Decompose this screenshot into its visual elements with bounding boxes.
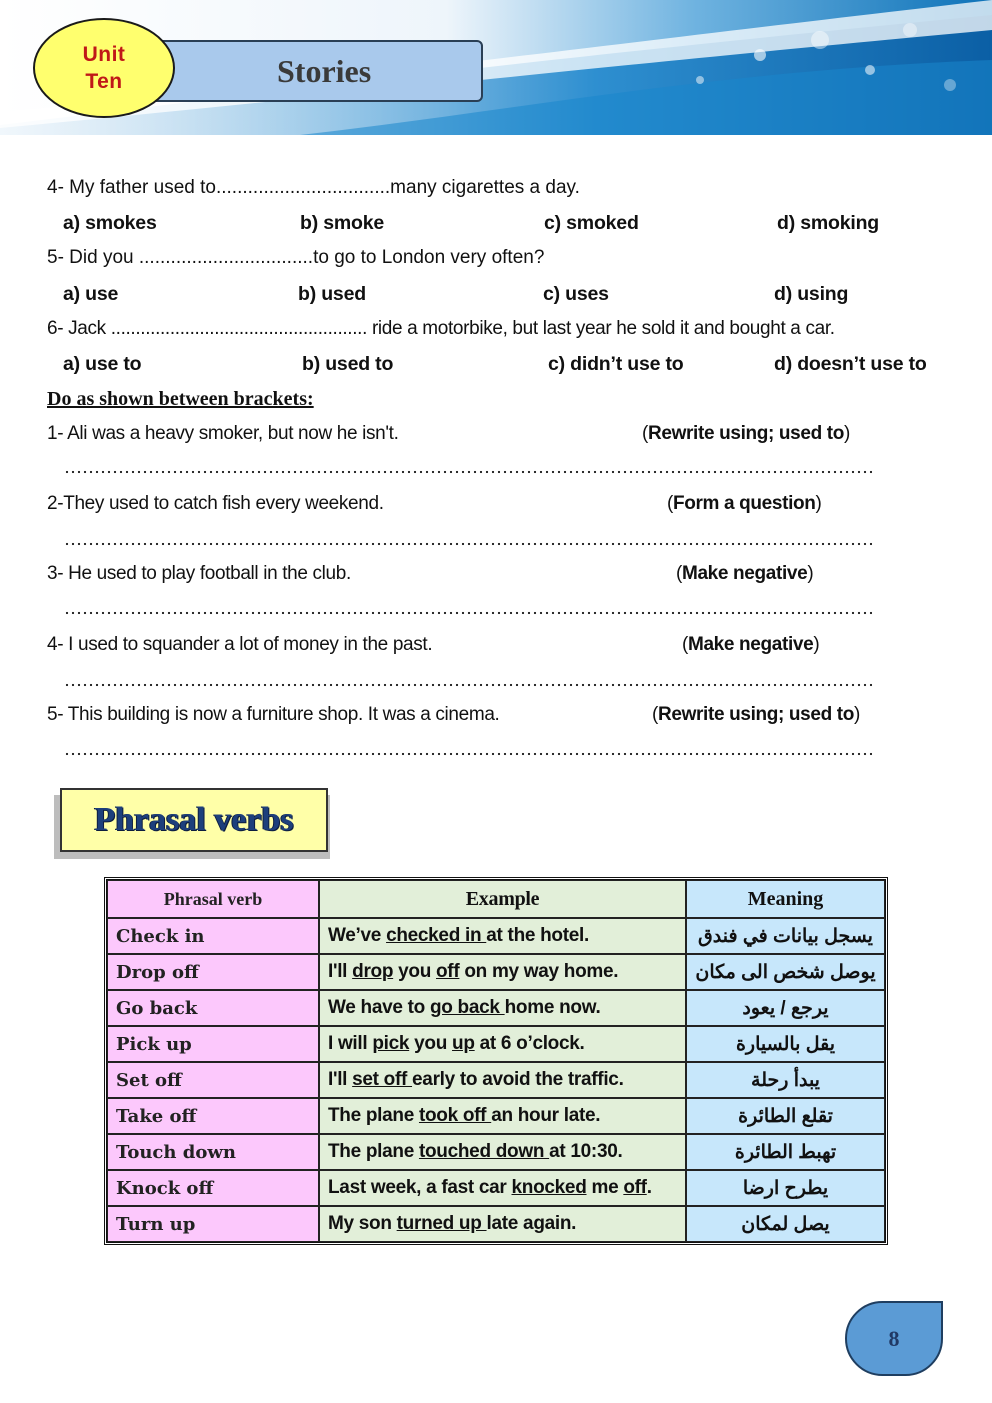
- example-phrasal-part: drop: [352, 961, 394, 982]
- example-phrasal-part: touched down: [418, 1141, 550, 1162]
- example-text: Last week, a fast car: [328, 1177, 512, 1198]
- mcq-option: b) used: [298, 283, 366, 305]
- exercise-sentence: 2-They used to catch fish every weekend.: [47, 493, 384, 514]
- example-text: I'll: [328, 1069, 353, 1090]
- meaning-cell: يرجع / يعود: [686, 990, 885, 1026]
- example-cell: [319, 1026, 686, 1062]
- example-phrasal-part: knocked: [511, 1177, 587, 1198]
- example-text: We have to: [328, 997, 430, 1018]
- phrasal-verbs-title: Phrasal verbs: [94, 801, 294, 838]
- exercise-instruction: (Rewrite using; used to): [642, 423, 851, 444]
- exercise-instruction: (Form a question): [667, 493, 822, 514]
- table-row: [107, 954, 885, 990]
- phrasal-verb-cell: Drop off: [107, 954, 319, 990]
- meaning-cell: يصل لمكان: [686, 1206, 885, 1242]
- meaning-cell: يوصل شخص الى مكان: [686, 954, 885, 990]
- answer-line: [64, 752, 872, 756]
- unit-title-box: [150, 40, 483, 102]
- exercise-sentence: 5- This building is now a furniture shop. It was a cinema.: [47, 704, 500, 725]
- mcq-option: c) didn’t use to: [548, 353, 684, 375]
- mcq-option: c) smoked: [544, 212, 639, 234]
- table-row: [107, 1026, 885, 1062]
- example-text: late again.: [486, 1213, 577, 1234]
- example-text: My son: [328, 1213, 397, 1234]
- example-text: .: [646, 1177, 652, 1198]
- example-cell: [319, 1134, 686, 1170]
- meaning-cell: تهبط الطائرة: [686, 1134, 885, 1170]
- phrasal-verb-cell: Go back: [107, 990, 319, 1026]
- phrasal-verb-cell: Touch down: [107, 1134, 319, 1170]
- header-example: Example: [319, 880, 686, 918]
- example-text: home now.: [504, 997, 601, 1018]
- phrasal-verb-cell: Knock off: [107, 1170, 319, 1206]
- example-cell: [319, 1170, 686, 1206]
- example-cell: [319, 1206, 686, 1242]
- example-cell: [319, 918, 686, 954]
- phrasal-verb-cell: Turn up: [107, 1206, 319, 1242]
- example-cell: [319, 1062, 686, 1098]
- example-phrasal-part: up: [452, 1033, 475, 1054]
- example-phrasal-part: off: [436, 961, 460, 982]
- example-cell: [319, 990, 686, 1026]
- phrasal-verbs-table: [104, 877, 888, 1245]
- table-row: [107, 990, 885, 1026]
- example-phrasal-part: pick: [372, 1033, 410, 1054]
- exercise-sentence: 4- I used to squander a lot of money in the past.: [47, 634, 433, 655]
- example-phrasal-part: off: [623, 1177, 647, 1198]
- example-text: early to avoid the traffic.: [412, 1069, 624, 1090]
- exercise-sentence: 1- Ali was a heavy smoker, but now he isn't.: [47, 423, 399, 444]
- mcq-option: d) using: [774, 283, 849, 305]
- phrasal-verb-cell: Set off: [107, 1062, 319, 1098]
- example-text: on my way home.: [459, 961, 619, 982]
- example-text: at 6 o’clock.: [474, 1033, 585, 1054]
- example-cell: [319, 1098, 686, 1134]
- section-title: Do as shown between brackets:: [47, 388, 314, 410]
- answer-line: [64, 542, 872, 546]
- mcq-option: a) smokes: [63, 212, 157, 234]
- mcq-option: a) use: [63, 283, 119, 305]
- example-text: you: [393, 961, 436, 982]
- table-row: [107, 1134, 885, 1170]
- unit-number: Ten: [85, 70, 123, 93]
- mcq-option: c) uses: [543, 283, 609, 305]
- table-row: [107, 918, 885, 954]
- example-phrasal-part: set off: [352, 1069, 413, 1090]
- mcq-option: b) used to: [302, 353, 394, 375]
- example-text: The plane: [328, 1141, 419, 1162]
- table-row: [107, 1098, 885, 1134]
- exercise-instruction: (Rewrite using; used to): [652, 704, 861, 725]
- meaning-cell: يبدأ رحلة: [686, 1062, 885, 1098]
- mcq-question: 5- Did you .................................to go to London very often?: [47, 247, 545, 268]
- example-text: an hour late.: [491, 1105, 601, 1126]
- meaning-cell: تقلع الطائرة: [686, 1098, 885, 1134]
- example-text: The plane: [328, 1105, 419, 1126]
- example-cell: [319, 954, 686, 990]
- answer-line: [64, 611, 872, 615]
- table-row: [107, 1206, 885, 1242]
- answer-line: [64, 683, 872, 687]
- mcq-option: a) use to: [63, 353, 142, 375]
- example-phrasal-part: go back: [429, 997, 505, 1018]
- example-phrasal-part: turned up: [396, 1213, 487, 1234]
- mcq-option: d) smoking: [777, 212, 880, 234]
- example-text: I will: [328, 1033, 373, 1054]
- mcq-question: 6- Jack .................................................... ride a motorbike, but last year he sold it and bought a car.: [47, 318, 835, 339]
- table-body: [107, 918, 885, 1242]
- phrasal-verb-cell: Check in: [107, 918, 319, 954]
- unit-title: Stories: [277, 52, 372, 89]
- meaning-cell: يطرح ارضا: [686, 1170, 885, 1206]
- answer-line: [64, 470, 872, 474]
- meaning-cell: يسجل بيانات في فندق: [686, 918, 885, 954]
- example-phrasal-part: checked in: [386, 925, 487, 946]
- table-header-row: [107, 880, 885, 918]
- phrasal-verbs-heading: [60, 788, 328, 852]
- example-phrasal-part: took off: [418, 1105, 492, 1126]
- mcq-option: d) doesn’t use to: [774, 353, 927, 375]
- example-text: We’ve: [328, 925, 387, 946]
- example-text: at the hotel.: [486, 925, 589, 946]
- phrasal-verb-cell: Pick up: [107, 1026, 319, 1062]
- mcq-option: b) smoke: [300, 212, 385, 234]
- exercise-sentence: 3- He used to play football in the club.: [47, 563, 351, 584]
- page-number-badge: [845, 1301, 943, 1376]
- meaning-cell: يقل بالسيارة: [686, 1026, 885, 1062]
- phrasal-verb-cell: Take off: [107, 1098, 319, 1134]
- example-text: at 10:30.: [549, 1141, 623, 1162]
- table-row: [107, 1170, 885, 1206]
- exercise-instruction: (Make negative): [676, 563, 814, 584]
- exercise-instruction: (Make negative): [682, 634, 820, 655]
- header-meaning: Meaning: [686, 880, 885, 918]
- page-number: 8: [888, 1325, 900, 1351]
- example-text: me: [586, 1177, 624, 1198]
- mcq-question: 4- My father used to.................................many cigarettes a day.: [47, 177, 580, 198]
- table-row: [107, 1062, 885, 1098]
- example-text: you: [409, 1033, 453, 1054]
- unit-label: Unit: [82, 43, 126, 66]
- header-phrasal-verb: Phrasal verb: [107, 880, 319, 918]
- example-text: I'll: [328, 961, 353, 982]
- unit-badge: [33, 18, 175, 118]
